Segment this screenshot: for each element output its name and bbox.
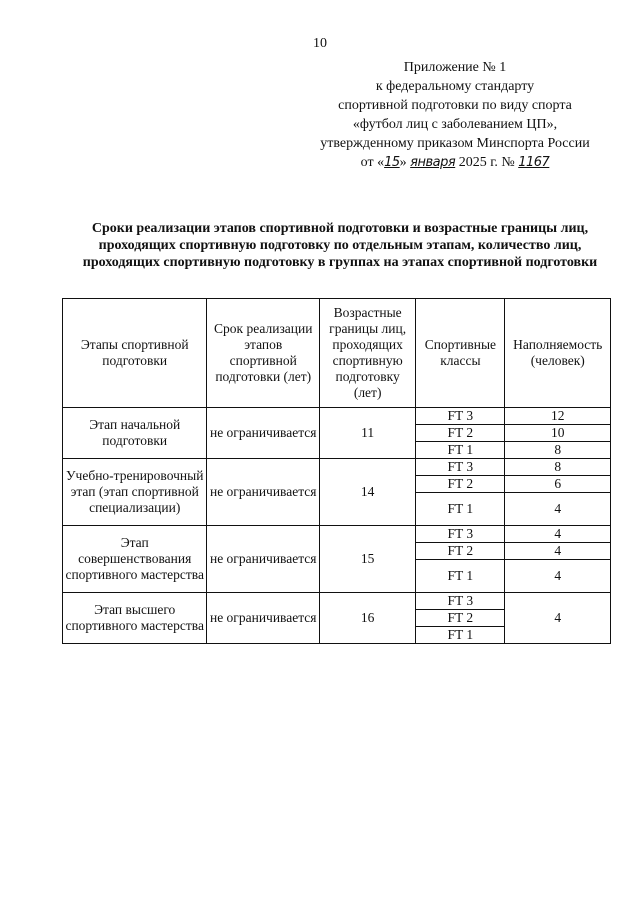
stage-name: Учебно-тренировочный этап (этап спортивной специализации) bbox=[63, 459, 207, 526]
class-cell: FT 1 bbox=[416, 627, 505, 644]
annex-line-standard: к федеральному стандарту bbox=[375, 79, 535, 94]
table-row bbox=[63, 408, 611, 425]
fill-cell: 4 bbox=[505, 560, 611, 593]
stage-name: Этап начальной подготовки bbox=[63, 408, 207, 459]
fill-cell: 10 bbox=[505, 425, 611, 442]
fill-cell: 4 bbox=[505, 526, 611, 543]
annex-title: Приложение № 1 bbox=[403, 60, 507, 75]
class-cell: FT 3 bbox=[416, 593, 505, 610]
annex-line-discipline: «футбол лиц с заболеванием ЦП», bbox=[352, 117, 558, 132]
date-day-handwritten: 15 bbox=[384, 155, 400, 170]
fill-cell: 8 bbox=[505, 459, 611, 476]
fill-cell: 8 bbox=[505, 442, 611, 459]
stage-duration: не ограничивается bbox=[207, 526, 320, 593]
stage-age: 15 bbox=[320, 526, 416, 593]
header-classes: Спортивные классы bbox=[416, 299, 505, 408]
table-row bbox=[63, 459, 611, 476]
fill-cell: 12 bbox=[505, 408, 611, 425]
class-cell: FT 3 bbox=[416, 459, 505, 476]
class-cell: FT 1 bbox=[416, 493, 505, 526]
table-row bbox=[63, 593, 611, 610]
date-quote: » bbox=[399, 155, 407, 170]
date-prefix: от « bbox=[360, 155, 385, 170]
stage-age: 11 bbox=[320, 408, 416, 459]
page-number: 10 bbox=[313, 36, 327, 51]
stage-age: 14 bbox=[320, 459, 416, 526]
date-year: 2025 г. № bbox=[458, 155, 515, 170]
class-cell: FT 2 bbox=[416, 610, 505, 627]
header-stages: Этапы спортивной подготовки bbox=[63, 299, 207, 408]
class-cell: FT 2 bbox=[416, 543, 505, 560]
annex-header bbox=[300, 58, 610, 172]
stage-age: 16 bbox=[320, 593, 416, 644]
stage-duration: не ограничивается bbox=[207, 408, 320, 459]
annex-line-sport: спортивной подготовки по виду спорта bbox=[338, 98, 572, 113]
table-row bbox=[63, 526, 611, 543]
document-title: Сроки реализации этапов спортивной подготовки и возрастные границы лиц, проходящих спортивную подготовку по отдельным этапам, количество лиц, проходящих спортивную подготовку в группах на этапах спортивной подготовки bbox=[82, 221, 598, 270]
stage-name: Этап высшего спортивного мастерства bbox=[63, 593, 207, 644]
stage-duration: не ограничивается bbox=[207, 459, 320, 526]
stage-duration: не ограничивается bbox=[207, 593, 320, 644]
order-number-handwritten: 1167 bbox=[518, 155, 550, 170]
annex-line-order: утвержденному приказом Минспорта России bbox=[320, 136, 590, 151]
fill-cell: 6 bbox=[505, 476, 611, 493]
fill-cell: 4 bbox=[505, 493, 611, 526]
stage-name: Этап совершенствования спортивного мастерства bbox=[63, 526, 207, 593]
fill-cell: 4 bbox=[505, 593, 611, 644]
header-duration: Срок реализации этапов спортивной подготовки (лет) bbox=[207, 299, 320, 408]
date-month-handwritten: января bbox=[410, 155, 456, 170]
class-cell: FT 1 bbox=[416, 442, 505, 459]
table-header-row bbox=[63, 299, 611, 408]
class-cell: FT 2 bbox=[416, 425, 505, 442]
class-cell: FT 1 bbox=[416, 560, 505, 593]
class-cell: FT 3 bbox=[416, 526, 505, 543]
training-stages-table bbox=[62, 298, 611, 644]
class-cell: FT 2 bbox=[416, 476, 505, 493]
fill-cell: 4 bbox=[505, 543, 611, 560]
class-cell: FT 3 bbox=[416, 408, 505, 425]
annex-date-line bbox=[300, 153, 610, 172]
header-fill: Наполняемость (человек) bbox=[505, 299, 611, 408]
header-age: Возрастные границы лиц, проходящих спортивную подготовку (лет) bbox=[320, 299, 416, 408]
